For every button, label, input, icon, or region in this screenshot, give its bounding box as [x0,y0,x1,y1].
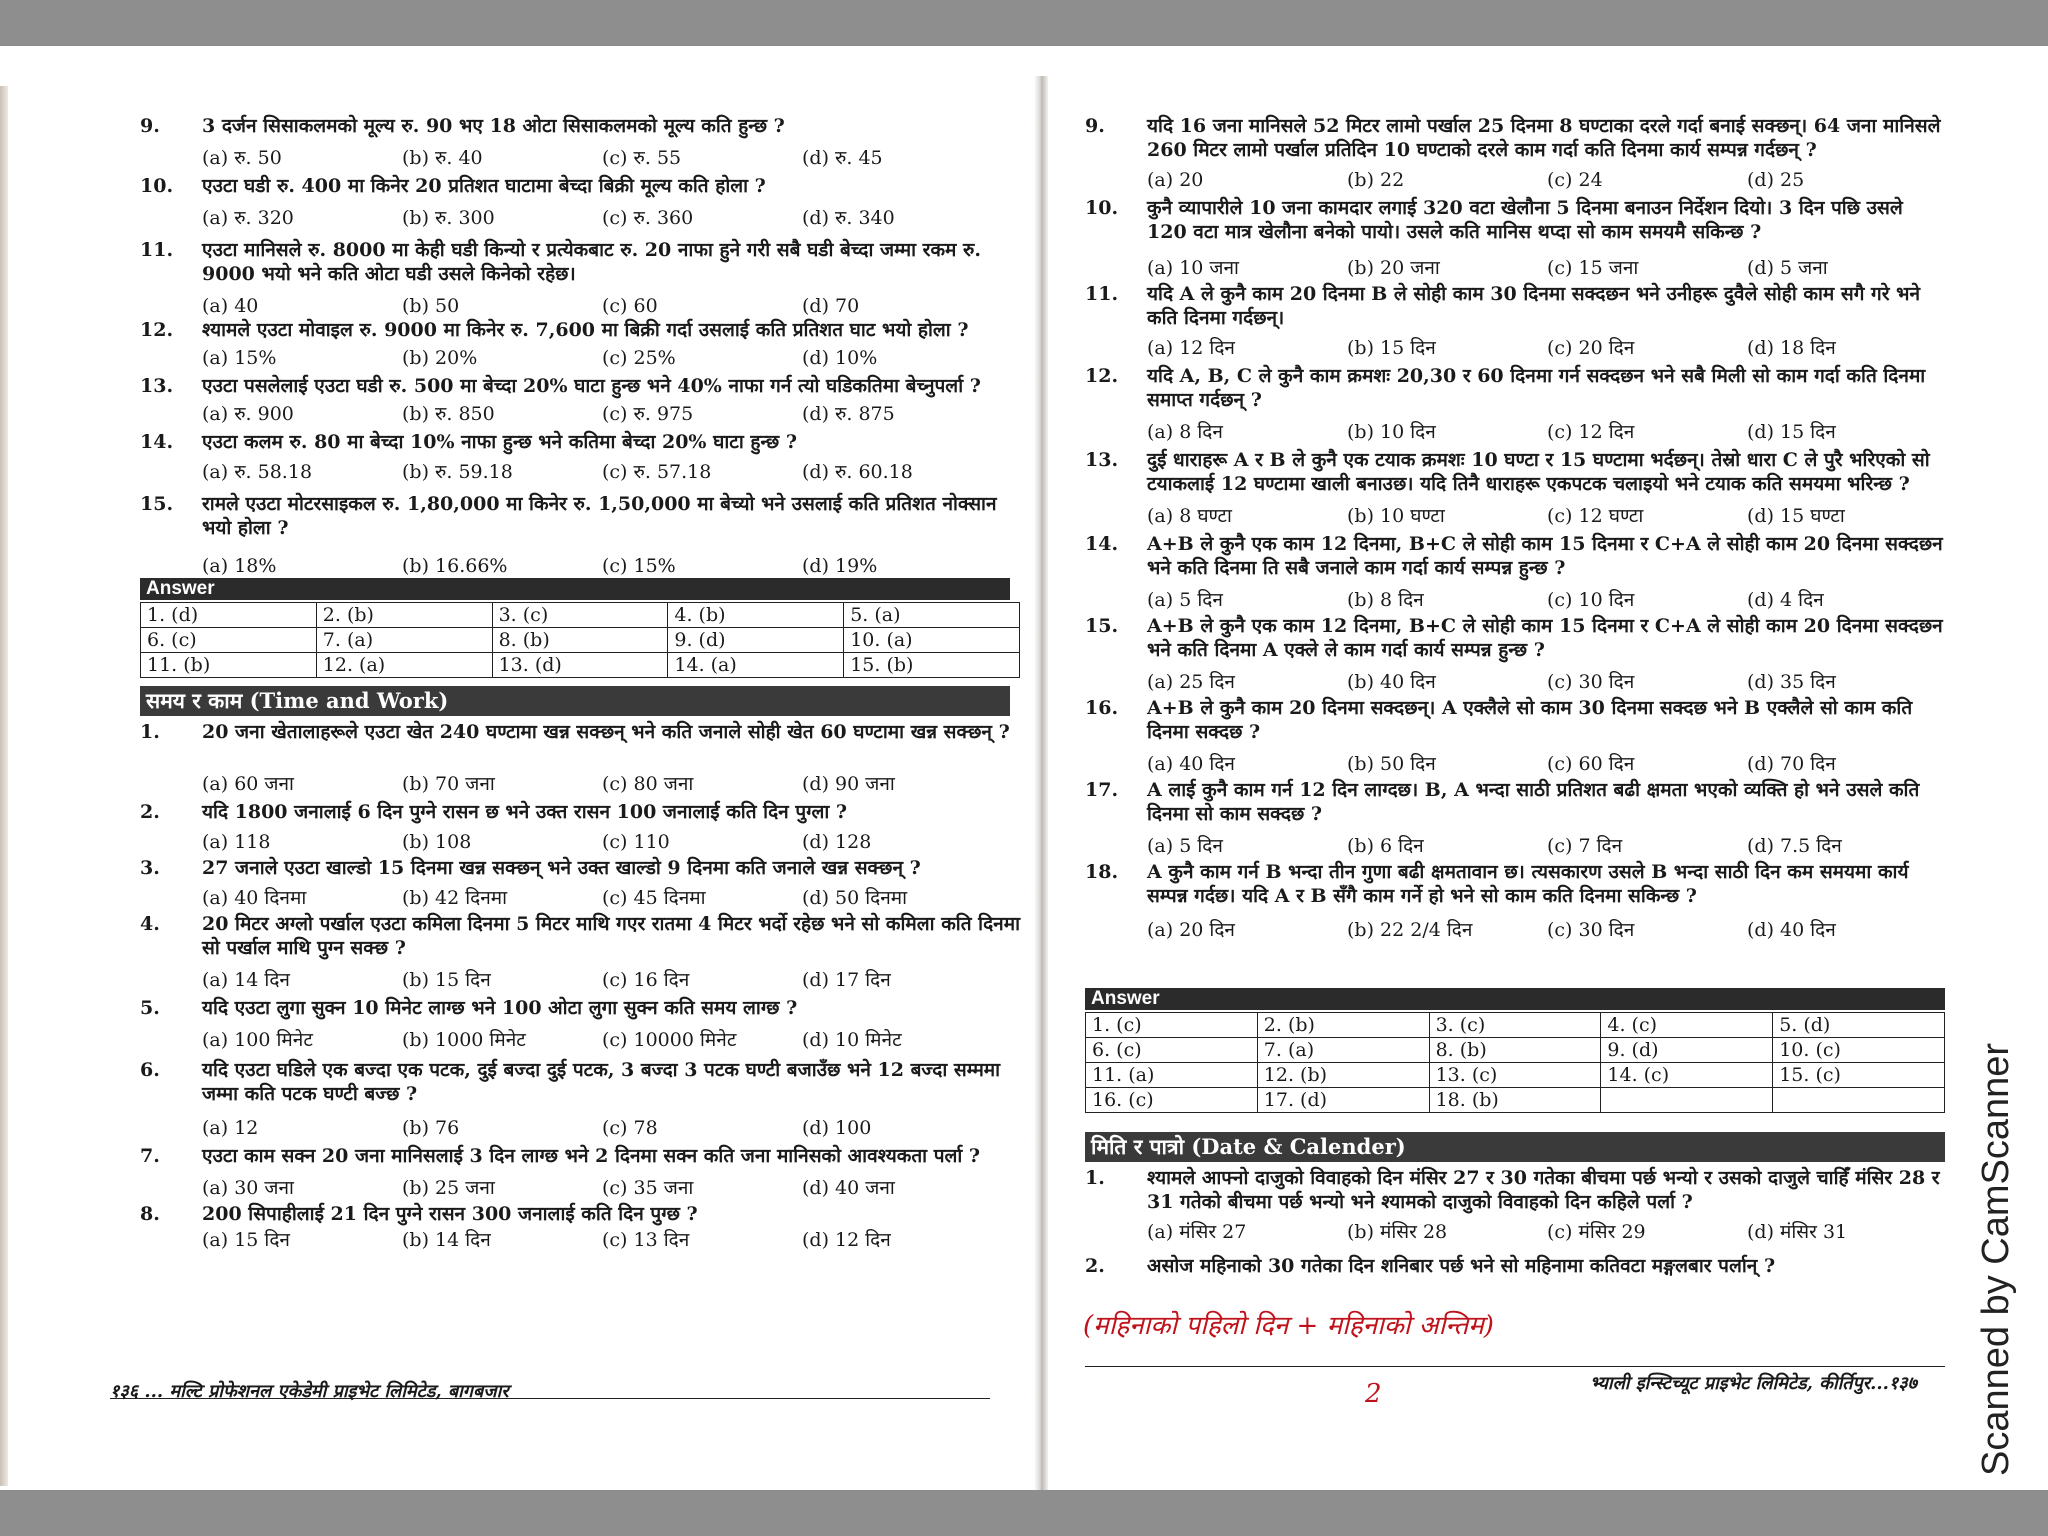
options-row [202,886,1020,910]
answer-cell: 12. (a) [316,653,492,678]
question-number: 1. [1085,1167,1105,1189]
page-edge [0,86,8,1486]
option-a: (a) 20 दिन [1147,919,1235,941]
question-number: 2. [1085,1255,1105,1277]
answer-cell: 2. (b) [316,603,492,628]
page-footer-left: १३६ ... मल्टि प्रोफेशनल एकेडेमी प्राइभेट लिमिटेड, बागबजार [110,1381,509,1402]
question-text: 20 जना खेतालाहरूले एउटा खेत 240 घण्टामा खन्न सक्छन् भने कति जनाले सोही खेत 60 घण्टामा खन्न सक्छन् ? [202,721,1010,743]
answer-cell: 10. (a) [844,628,1020,653]
option-c: (c) रु. 975 [602,403,694,425]
option-b: (b) 22 2/4 दिन [1347,919,1473,941]
question-number: 17. [1085,779,1119,801]
answer-cell: 8. (b) [492,628,668,653]
answer-cell: 3. (c) [1429,1013,1601,1038]
option-a: (a) 14 दिन [202,969,290,991]
option-a: (a) 8 घण्टा [1147,505,1232,527]
answer-row [141,628,1020,653]
answer-cell [1601,1088,1773,1113]
option-d: (d) 7.5 दिन [1747,835,1842,857]
option-a: (a) 12 [202,1117,259,1139]
question-number: 11. [1085,283,1119,305]
answer-table [1085,1012,1945,1113]
options-row [202,830,1020,854]
option-c: (c) 35 जना [602,1177,694,1199]
answer-cell: 6. (c) [141,628,317,653]
option-c: (c) 15% [602,555,676,577]
option-b: (b) रु. 300 [402,207,495,229]
option-a: (a) 10 जना [1147,257,1239,279]
option-c: (c) 60 दिन [1547,753,1635,775]
options-row [202,1176,1020,1200]
answer-cell: 15. (c) [1773,1063,1945,1088]
options-row [1147,752,1945,776]
answer-cell: 14. (a) [668,653,844,678]
option-a: (a) 100 मिनेट [202,1029,313,1051]
option-c: (c) 10000 मिनेट [602,1029,737,1051]
section-title-date-calendar: मिति र पात्रो (Date & Calender) [1085,1132,1945,1162]
answer-cell: 13. (d) [492,653,668,678]
option-d: (d) 90 जना [802,773,895,795]
option-c: (c) 60 [602,295,658,317]
option-b: (b) 50 दिन [1347,753,1436,775]
question-text: 20 मिटर अग्लो पर्खाल एउटा कमिला दिनमा 5 मिटर माथि गएर रातमा 4 मिटर भर्दो रहेछ भने सो कमिला कति दिनमा सो पर्खाल माथि पुग्न सक्छ ? [202,913,1020,959]
option-c: (c) 24 [1547,169,1603,191]
option-c: (c) 12 दिन [1547,421,1635,443]
option-d: (d) 70 दिन [1747,753,1836,775]
answer-cell: 4. (b) [668,603,844,628]
options-row [1147,1220,1945,1244]
option-b: (b) रु. 40 [402,147,483,169]
answer-cell [1773,1088,1945,1113]
options-row [1147,504,1945,528]
question-text: A+B ले कुनै काम 20 दिनमा सक्दछन्। A एक्लैले सो काम 30 दिनमा सक्दछ भने B एक्लैले सो काम कति दिनमा सक्दछ ? [1147,697,1913,743]
option-b: (b) 76 [402,1117,460,1139]
answer-cell: 15. (b) [844,653,1020,678]
question-text: यदि 16 जना मानिसले 52 मिटर लामो पर्खाल 25 दिनमा 8 घण्टाका दरले गर्दा बनाई सक्छन्। 64 जना मानिसले 260 मिटर लामो पर्खाल प्रतिदिन 10 घण्टाको दरले काम गर्दा कति दिनमा कार्य सम्पन्न गर्दछन् ? [1147,115,1941,161]
option-b: (b) मंसिर 28 [1347,1221,1448,1243]
option-d: (d) रु. 875 [802,403,895,425]
options-row [202,1228,1020,1252]
question-number: 16. [1085,697,1119,719]
options-row [202,346,1020,370]
answer-cell: 3. (c) [492,603,668,628]
option-a: (a) 40 दिन [1147,753,1235,775]
option-b: (b) 20% [402,347,478,369]
option-d: (d) रु. 45 [802,147,883,169]
option-b: (b) 1000 मिनेट [402,1029,526,1051]
options-row [202,460,1020,484]
question-text: एउटा काम सक्न 20 जना मानिसलाई 3 दिन लाग्छ भने 2 दिनमा सक्न कति जना मानिसको आवश्यकता पर्ला ? [202,1145,981,1167]
question-number: 11. [140,239,174,261]
option-a: (a) रु. 58.18 [202,461,313,483]
question-number: 9. [1085,115,1105,137]
scanner-watermark: Scanned by CamScanner [1975,1042,2017,1476]
answer-cell: 11. (a) [1086,1063,1258,1088]
option-a: (a) 5 दिन [1147,835,1223,857]
question-text: दुई धाराहरू A र B ले कुनै एक टयाक क्रमशः 10 घण्टा र 15 घण्टामा भर्दछन्। तेस्रो धारा C ले पुरै भरिएको सो टयाकलाई 12 घण्टामा खाली बनाउछ। यदि तिनै धाराहरू एकपटक चलाइयो भने टयाक कति समयमा भरिन्छ ? [1147,449,1930,495]
option-d: (d) 4 दिन [1747,589,1824,611]
question-number: 15. [140,493,174,515]
options-row [1147,420,1945,444]
question-number: 3. [140,857,160,879]
question-text: असोज महिनाको 30 गतेका दिन शनिबार पर्छ भने सो महिनामा कतिवटा मङ्गलबार पर्लान् ? [1147,1255,1776,1277]
option-d: (d) 128 [802,831,872,853]
answer-cell: 13. (c) [1429,1063,1601,1088]
option-d: (d) 19% [802,555,878,577]
option-c: (c) रु. 57.18 [602,461,712,483]
footer-rule [1085,1366,1945,1367]
handwritten-number: 2 [1365,1379,1382,1409]
question-text: यदि A ले कुनै काम 20 दिनमा B ले सोही काम 30 दिनमा सक्दछन भने उनीहरू दुवैले सोही काम सगै गरे भने कति दिनमा गर्दछन्। [1147,283,1920,329]
options-row [202,968,1020,992]
answer-row [1086,1063,1945,1088]
option-d: (d) 15 घण्टा [1747,505,1845,527]
option-d: (d) 40 दिन [1747,919,1836,941]
options-row [202,1116,1020,1140]
option-b: (b) 6 दिन [1347,835,1424,857]
option-d: (d) 40 जना [802,1177,895,1199]
option-a: (a) रु. 50 [202,147,282,169]
option-c: (c) 13 दिन [602,1229,690,1251]
answer-cell: 17. (d) [1257,1088,1429,1113]
option-b: (b) 15 दिन [402,969,491,991]
question-number: 13. [140,375,174,397]
question-number: 14. [1085,533,1119,555]
option-b: (b) 20 जना [1347,257,1440,279]
option-c: (c) मंसिर 29 [1547,1221,1646,1243]
section-title-time-work: समय र काम (Time and Work) [140,686,1010,716]
question-number: 18. [1085,861,1119,883]
option-d: (d) 12 दिन [802,1229,891,1251]
option-c: (c) 45 दिनमा [602,887,706,909]
question-text: 200 सिपाहीलाई 21 दिन पुग्ने रासन 300 जनालाई कति दिन पुग्छ ? [202,1203,698,1225]
option-d: (d) 17 दिन [802,969,891,991]
option-b: (b) 10 घण्टा [1347,505,1445,527]
answer-cell: 18. (b) [1429,1088,1601,1113]
option-d: (d) 50 दिनमा [802,887,908,909]
answer-cell: 4. (c) [1601,1013,1773,1038]
question-text: एउटा घडी रु. 400 मा किनेर 20 प्रतिशत घाटामा बेच्दा बिक्री मूल्य कति होला ? [202,175,766,197]
question-text: 3 दर्जन सिसाकलमको मूल्य रु. 90 भए 18 ओटा सिसाकलमको मूल्य कति हुन्छ ? [202,115,785,137]
answer-row [1086,1013,1945,1038]
answer-cell: 5. (d) [1773,1013,1945,1038]
option-c: (c) 78 [602,1117,658,1139]
option-a: (a) 40 [202,295,259,317]
option-b: (b) 14 दिन [402,1229,491,1251]
answer-cell: 10. (c) [1773,1038,1945,1063]
answer-cell: 7. (a) [1257,1038,1429,1063]
option-a: (a) 8 दिन [1147,421,1223,443]
question-text: यदि एउटा लुगा सुक्न 10 मिनेट लाग्छ भने 100 ओटा लुगा सुक्न कति समय लाग्छ ? [202,997,798,1019]
option-c: (c) 30 दिन [1547,671,1635,693]
answer-header: Answer [140,578,1010,600]
options-row [1147,670,1945,694]
option-d: (d) रु. 60.18 [802,461,913,483]
question-number: 6. [140,1059,160,1081]
answer-cell: 9. (d) [1601,1038,1773,1063]
option-c: (c) 25% [602,347,676,369]
option-c: (c) रु. 55 [602,147,682,169]
question-number: 5. [140,997,160,1019]
options-row [1147,918,1945,942]
question-number: 1. [140,721,160,743]
question-number: 9. [140,115,160,137]
answer-cell: 12. (b) [1257,1063,1429,1088]
options-row [202,554,1020,578]
question-text: A कुनै काम गर्न B भन्दा तीन गुणा बढी क्षमतावान छ। त्यसकारण उसले B भन्दा साठी दिन कम समयमा कार्य सम्पन्न गर्दछ। यदि A र B सँगै काम गर्ने हो भने सो काम कति दिनमा सकिन्छ ? [1147,861,1909,907]
question-text: रामले एउटा मोटरसाइकल रु. 1,80,000 मा किनेर रु. 1,50,000 मा बेच्यो भने उसलाई कति प्रतिशत नोक्सान भयो होला ? [202,493,997,539]
option-c: (c) रु. 360 [602,207,694,229]
options-row [202,206,1020,230]
option-b: (b) 16.66% [402,555,508,577]
answer-cell: 6. (c) [1086,1038,1258,1063]
book-gutter [1034,76,1048,1490]
option-a: (a) रु. 900 [202,403,294,425]
option-b: (b) 40 दिन [1347,671,1436,693]
options-row [202,772,1020,796]
answer-cell: 14. (c) [1601,1063,1773,1088]
question-text: A+B ले कुनै एक काम 12 दिनमा, B+C ले सोही काम 15 दिनमा र C+A ले सोही काम 20 दिनमा सक्दछन भने कति दिनमा ति सबै जनाले काम गर्दा कार्य सम्पन्न हुन्छ ? [1147,533,1943,579]
question-text: एउटा पसलेलाई एउटा घडी रु. 500 मा बेच्दा 20% घाटा हुन्छ भने 40% नाफा गर्न त्यो घडिकतिमा बेच्नुपर्ला ? [202,375,981,397]
option-a: (a) 18% [202,555,277,577]
option-c: (c) 10 दिन [1547,589,1635,611]
option-d: (d) 18 दिन [1747,337,1836,359]
scan-top-border [0,0,2048,46]
option-a: (a) 12 दिन [1147,337,1235,359]
question-text: यदि 1800 जनालाई 6 दिन पुग्ने रासन छ भने उक्त रासन 100 जनालाई कति दिन पुग्ला ? [202,801,848,823]
options-row [202,402,1020,426]
question-number: 12. [1085,365,1119,387]
option-c: (c) 12 घण्टा [1547,505,1644,527]
question-number: 15. [1085,615,1119,637]
option-a: (a) 15 दिन [202,1229,290,1251]
option-a: (a) 25 दिन [1147,671,1235,693]
option-b: (b) 108 [402,831,472,853]
question-text: यदि एउटा घडिले एक बज्दा एक पटक, दुई बज्दा दुई पटक, 3 बज्दा 3 पटक घण्टी बजाउँछ भने 12 बज्दा सम्ममा जम्मा कति पटक घण्टी बज्छ ? [202,1059,1001,1105]
question-number: 10. [1085,197,1119,219]
option-a: (a) 118 [202,831,271,853]
question-number: 12. [140,319,174,341]
options-row [1147,588,1945,612]
option-d: (d) 70 [802,295,860,317]
option-c: (c) 20 दिन [1547,337,1635,359]
option-b: (b) 8 दिन [1347,589,1424,611]
option-d: (d) 15 दिन [1747,421,1836,443]
question-text: यदि A, B, C ले कुनै काम क्रमशः 20,30 र 60 दिनमा गर्न सक्दछन भने सबै मिली सो काम गर्दा कति दिनमा समाप्त गर्दछन् ? [1147,365,1926,411]
question-number: 4. [140,913,160,935]
option-a: (a) 40 दिनमा [202,887,307,909]
question-text: एउटा मानिसले रु. 8000 मा केही घडी किन्यो र प्रत्येकबाट रु. 20 नाफा हुने गरी सबै घडी बेच्दा जम्मा रकम रु. 9000 भयो भने कति ओटा घडी उसले किनेको रहेछ। [202,239,981,285]
options-row [1147,256,1945,280]
option-c: (c) 80 जना [602,773,694,795]
option-b: (b) रु. 850 [402,403,495,425]
option-b: (b) 22 [1347,169,1405,191]
option-a: (a) रु. 320 [202,207,294,229]
answer-row [141,603,1020,628]
option-b: (b) 50 [402,295,460,317]
option-d: (d) 35 दिन [1747,671,1836,693]
question-number: 7. [140,1145,160,1167]
option-b: (b) 42 दिनमा [402,887,508,909]
answer-cell: 9. (d) [668,628,844,653]
option-c: (c) 15 जना [1547,257,1639,279]
answer-cell: 5. (a) [844,603,1020,628]
question-text: श्यामले आफ्नो दाजुको विवाहको दिन मंसिर 27 र 30 गतेका बीचमा पर्छ भन्यो र उसको दाजुले चाहिँ मंसिर 28 र 31 गतेको बीचमा पर्छ भन्यो भने श्यामको दाजुको विवाहको दिन कहिले पर्ला ? [1147,1167,1940,1213]
options-row [202,294,1020,318]
question-text: 27 जनाले एउटा खाल्डो 15 दिनमा खन्न सक्छन् भने उक्त खाल्डो 9 दिनमा कति जनाले खन्न सक्छन् ? [202,857,921,879]
answer-row [141,653,1020,678]
option-a: (a) 20 [1147,169,1204,191]
option-a: (a) 15% [202,347,277,369]
option-b: (b) 10 दिन [1347,421,1436,443]
options-row [202,1028,1020,1052]
options-row [202,146,1020,170]
answer-cell: 1. (c) [1086,1013,1258,1038]
option-a: (a) 5 दिन [1147,589,1223,611]
option-b: (b) 15 दिन [1347,337,1436,359]
scan-bottom-border [0,1490,2048,1536]
options-row [1147,168,1945,192]
option-c: (c) 7 दिन [1547,835,1623,857]
question-text: श्यामले एउटा मोवाइल रु. 9000 मा किनेर रु. 7,600 मा बिक्री गर्दा उसलाई कति प्रतिशत घाट भयो होला ? [202,319,969,341]
option-a: (a) मंसिर 27 [1147,1221,1247,1243]
answer-row [1086,1088,1945,1113]
handwritten-note: (महिनाको पहिलो दिन + महिनाको अन्तिम) [1083,1311,1494,1341]
option-d: (d) 10 मिनेट [802,1029,902,1051]
question-number: 2. [140,801,160,823]
option-c: (c) 30 दिन [1547,919,1635,941]
question-number: 14. [140,431,174,453]
question-text: A+B ले कुनै एक काम 12 दिनमा, B+C ले सोही काम 15 दिनमा र C+A ले सोही काम 20 दिनमा सक्दछन भने कति दिनमा A एक्ले ले काम गर्दा कार्य सम्पन्न हुन्छ ? [1147,615,1943,661]
answer-cell: 8. (b) [1429,1038,1601,1063]
option-a: (a) 60 जना [202,773,294,795]
answer-cell: 7. (a) [316,628,492,653]
option-d: (d) रु. 340 [802,207,895,229]
options-row [1147,336,1945,360]
option-b: (b) 25 जना [402,1177,495,1199]
answer-row [1086,1038,1945,1063]
answer-cell: 1. (d) [141,603,317,628]
question-text: एउटा कलम रु. 80 मा बेच्दा 10% नाफा हुन्छ भने कतिमा बेच्दा 20% घाटा हुन्छ ? [202,431,797,453]
answer-table [140,602,1020,678]
options-row [1147,834,1945,858]
option-a: (a) 30 जना [202,1177,294,1199]
question-number: 10. [140,175,174,197]
answer-cell: 11. (b) [141,653,317,678]
answer-header: Answer [1085,988,1945,1010]
option-d: (d) मंसिर 31 [1747,1221,1848,1243]
question-text: A लाई कुनै काम गर्न 12 दिन लाग्दछ। B, A भन्दा साठी प्रतिशत बढी क्षमता भएको व्यक्ति हो भने उसले कति दिनमा सो काम सक्दछ ? [1147,779,1920,825]
option-b: (b) रु. 59.18 [402,461,513,483]
option-d: (d) 5 जना [1747,257,1828,279]
option-d: (d) 10% [802,347,878,369]
option-c: (c) 16 दिन [602,969,690,991]
scanned-book-spread [0,46,2048,1490]
option-c: (c) 110 [602,831,670,853]
question-text: कुनै व्यापारीले 10 जना कामदार लगाई 320 वटा खेलौना 5 दिनमा बनाउन निर्देशन दियो। 3 दिन पछि उसले 120 वटा मात्र खेलौना बनेको पायो। उसले कति मानिस थप्दा सो काम समयमै सकिन्छ ? [1147,197,1903,243]
option-d: (d) 25 [1747,169,1805,191]
question-number: 8. [140,1203,160,1225]
answer-cell: 16. (c) [1086,1088,1258,1113]
question-number: 13. [1085,449,1119,471]
option-b: (b) 70 जना [402,773,495,795]
option-d: (d) 100 [802,1117,872,1139]
page-footer-right: भ्याली इन्स्टिच्यूट प्राइभेट लिमिटेड, कीर्तिपुर...१३७ [1590,1373,1917,1394]
answer-cell: 2. (b) [1257,1013,1429,1038]
